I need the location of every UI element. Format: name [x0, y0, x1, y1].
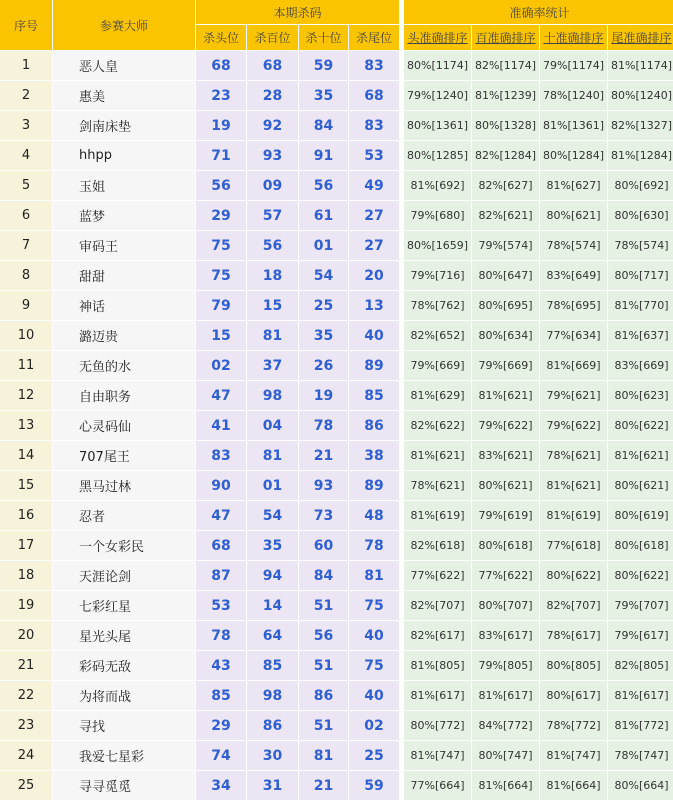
kill-tail-value: 89	[349, 471, 400, 501]
master-name: 七彩红星	[53, 591, 196, 621]
kill-tail-value: 20	[349, 261, 400, 291]
kill-tens-value: 21	[299, 441, 349, 471]
kill-hundreds-value: 86	[247, 711, 299, 741]
tail-accuracy-value: 80%[618]	[608, 531, 673, 561]
kill-tens-value: 78	[299, 411, 349, 441]
row-index: 25	[0, 771, 53, 801]
kill-tens-value: 61	[299, 201, 349, 231]
tens-accuracy-value: 80%[617]	[540, 681, 608, 711]
kill-head-value: 19	[196, 111, 247, 141]
tens-accuracy-value: 83%[649]	[540, 261, 608, 291]
hundreds-accuracy-value: 79%[622]	[472, 411, 540, 441]
kill-head-value: 83	[196, 441, 247, 471]
tail-accuracy-value: 81%[1284]	[608, 141, 673, 171]
kill-tail-value: 38	[349, 441, 400, 471]
header-kill-head: 杀头位	[196, 25, 247, 51]
tens-accuracy-value: 77%[618]	[540, 531, 608, 561]
tail-accuracy-value: 79%[617]	[608, 621, 673, 651]
tail-accuracy-value: 81%[772]	[608, 711, 673, 741]
head-accuracy-value: 80%[1659]	[404, 231, 472, 261]
head-accuracy-value: 82%[618]	[404, 531, 472, 561]
row-index: 11	[0, 351, 53, 381]
kill-tens-value: 86	[299, 681, 349, 711]
kill-hundreds-value: 81	[247, 441, 299, 471]
head-accuracy-value: 80%[1174]	[404, 51, 472, 81]
head-accuracy-value: 82%[617]	[404, 621, 472, 651]
kill-tail-value: 75	[349, 651, 400, 681]
head-accuracy-value: 81%[629]	[404, 381, 472, 411]
master-name: 黑马过林	[53, 471, 196, 501]
tens-accuracy-value: 80%[805]	[540, 651, 608, 681]
kill-hundreds-value: 37	[247, 351, 299, 381]
kill-head-value: 85	[196, 681, 247, 711]
kill-tens-value: 59	[299, 51, 349, 81]
hundreds-accuracy-value: 80%[695]	[472, 291, 540, 321]
master-name: 自由职务	[53, 381, 196, 411]
header-kill-tens: 杀十位	[299, 25, 349, 51]
hundreds-accuracy-value: 81%[664]	[472, 771, 540, 801]
kill-tens-value: 91	[299, 141, 349, 171]
master-name: 甜甜	[53, 261, 196, 291]
tens-accuracy-value: 81%[669]	[540, 351, 608, 381]
kill-tens-value: 84	[299, 561, 349, 591]
master-name: 蓝梦	[53, 201, 196, 231]
kill-tens-value: 51	[299, 651, 349, 681]
table-row	[0, 321, 673, 351]
table-row	[0, 351, 673, 381]
table-row	[0, 111, 673, 141]
kill-tail-value: 48	[349, 501, 400, 531]
kill-head-value: 75	[196, 231, 247, 261]
kill-hundreds-value: 09	[247, 171, 299, 201]
master-name: 星光头尾	[53, 621, 196, 651]
kill-tail-value: 59	[349, 771, 400, 801]
head-accuracy-value: 81%[805]	[404, 651, 472, 681]
kill-tens-value: 25	[299, 291, 349, 321]
kill-tens-value: 93	[299, 471, 349, 501]
tens-accuracy-value: 78%[695]	[540, 291, 608, 321]
head-accuracy-value: 79%[669]	[404, 351, 472, 381]
tail-accuracy-value: 81%[637]	[608, 321, 673, 351]
row-index: 5	[0, 171, 53, 201]
row-index: 20	[0, 621, 53, 651]
tail-accuracy-value: 80%[619]	[608, 501, 673, 531]
master-name: 审码王	[53, 231, 196, 261]
master-name: 我爱七星彩	[53, 741, 196, 771]
header-kill-tail: 杀尾位	[349, 25, 400, 51]
hundreds-accuracy-value: 80%[647]	[472, 261, 540, 291]
kill-tail-value: 02	[349, 711, 400, 741]
kill-head-value: 41	[196, 411, 247, 441]
tens-accuracy-value: 79%[622]	[540, 411, 608, 441]
hundreds-accuracy-value: 81%[621]	[472, 381, 540, 411]
head-accuracy-value: 78%[621]	[404, 471, 472, 501]
tens-accuracy-value: 77%[634]	[540, 321, 608, 351]
master-name: 恶人皇	[53, 51, 196, 81]
kill-tail-value: 40	[349, 621, 400, 651]
kill-head-value: 47	[196, 381, 247, 411]
tens-accuracy-value: 81%[747]	[540, 741, 608, 771]
kill-head-value: 53	[196, 591, 247, 621]
tail-accuracy-value: 80%[622]	[608, 561, 673, 591]
kill-head-value: 71	[196, 141, 247, 171]
kill-hundreds-value: 54	[247, 501, 299, 531]
tail-accuracy-value: 79%[707]	[608, 591, 673, 621]
hundreds-accuracy-value: 80%[1328]	[472, 111, 540, 141]
tail-accuracy-value: 83%[669]	[608, 351, 673, 381]
kill-tens-value: 60	[299, 531, 349, 561]
kill-head-value: 68	[196, 51, 247, 81]
head-accuracy-value: 79%[680]	[404, 201, 472, 231]
kill-tens-value: 56	[299, 171, 349, 201]
table-row	[0, 81, 673, 111]
kill-tail-value: 81	[349, 561, 400, 591]
kill-tail-value: 86	[349, 411, 400, 441]
tens-accuracy-value: 81%[619]	[540, 501, 608, 531]
kill-tens-value: 19	[299, 381, 349, 411]
head-accuracy-value: 78%[762]	[404, 291, 472, 321]
hundreds-accuracy-value: 79%[805]	[472, 651, 540, 681]
tail-accuracy-value: 78%[747]	[608, 741, 673, 771]
kill-head-value: 90	[196, 471, 247, 501]
table-row	[0, 531, 673, 561]
kill-head-value: 78	[196, 621, 247, 651]
kill-tail-value: 78	[349, 531, 400, 561]
sort-tail-accuracy-link[interactable]: 尾准确排序	[608, 25, 673, 51]
row-index: 4	[0, 141, 53, 171]
tens-accuracy-value: 81%[664]	[540, 771, 608, 801]
kill-hundreds-value: 98	[247, 681, 299, 711]
kill-head-value: 75	[196, 261, 247, 291]
master-name: 寻找	[53, 711, 196, 741]
tail-accuracy-value: 80%[664]	[608, 771, 673, 801]
row-index: 18	[0, 561, 53, 591]
hundreds-accuracy-value: 77%[622]	[472, 561, 540, 591]
master-name: 彩码无敌	[53, 651, 196, 681]
tens-accuracy-value: 80%[1284]	[540, 141, 608, 171]
kill-head-value: 47	[196, 501, 247, 531]
kill-tens-value: 26	[299, 351, 349, 381]
tens-accuracy-value: 79%[621]	[540, 381, 608, 411]
hundreds-accuracy-value: 79%[574]	[472, 231, 540, 261]
kill-head-value: 68	[196, 531, 247, 561]
master-name: 潞迈贵	[53, 321, 196, 351]
tens-accuracy-value: 81%[1361]	[540, 111, 608, 141]
kill-tens-value: 56	[299, 621, 349, 651]
row-index: 7	[0, 231, 53, 261]
kill-tail-value: 68	[349, 81, 400, 111]
table-row	[0, 741, 673, 771]
hundreds-accuracy-value: 79%[669]	[472, 351, 540, 381]
head-accuracy-value: 79%[716]	[404, 261, 472, 291]
kill-tail-value: 49	[349, 171, 400, 201]
kill-hundreds-value: 14	[247, 591, 299, 621]
sort-tens-accuracy-link[interactable]: 十准确排序	[540, 25, 608, 51]
hundreds-accuracy-value: 80%[634]	[472, 321, 540, 351]
hundreds-accuracy-value: 82%[1174]	[472, 51, 540, 81]
table-row	[0, 141, 673, 171]
row-index: 3	[0, 111, 53, 141]
kill-tens-value: 51	[299, 591, 349, 621]
kill-head-value: 02	[196, 351, 247, 381]
tail-accuracy-value: 80%[623]	[608, 381, 673, 411]
hundreds-accuracy-value: 81%[1239]	[472, 81, 540, 111]
master-name: 一个女彩民	[53, 531, 196, 561]
tail-accuracy-value: 81%[621]	[608, 441, 673, 471]
head-accuracy-value: 80%[1361]	[404, 111, 472, 141]
row-index: 8	[0, 261, 53, 291]
hundreds-accuracy-value: 80%[618]	[472, 531, 540, 561]
kill-tail-value: 27	[349, 231, 400, 261]
table-row	[0, 501, 673, 531]
kill-tail-value: 53	[349, 141, 400, 171]
master-name: 天涯论剑	[53, 561, 196, 591]
kill-hundreds-value: 57	[247, 201, 299, 231]
kill-tail-value: 85	[349, 381, 400, 411]
master-name: 707尾王	[53, 441, 196, 471]
hundreds-accuracy-value: 83%[621]	[472, 441, 540, 471]
table-row	[0, 411, 673, 441]
tail-accuracy-value: 81%[617]	[608, 681, 673, 711]
kill-tens-value: 51	[299, 711, 349, 741]
tens-accuracy-value: 78%[621]	[540, 441, 608, 471]
tens-accuracy-value: 79%[1174]	[540, 51, 608, 81]
master-name: 神话	[53, 291, 196, 321]
hundreds-accuracy-value: 82%[1284]	[472, 141, 540, 171]
head-accuracy-value: 81%[692]	[404, 171, 472, 201]
kill-tail-value: 27	[349, 201, 400, 231]
master-name: 剑南床垫	[53, 111, 196, 141]
hundreds-accuracy-value: 84%[772]	[472, 711, 540, 741]
row-index: 19	[0, 591, 53, 621]
head-accuracy-value: 81%[619]	[404, 501, 472, 531]
hundreds-accuracy-value: 80%[621]	[472, 471, 540, 501]
row-index: 17	[0, 531, 53, 561]
tail-accuracy-value: 80%[717]	[608, 261, 673, 291]
row-index: 2	[0, 81, 53, 111]
row-index: 12	[0, 381, 53, 411]
header-index: 序号	[0, 0, 53, 51]
hundreds-accuracy-value: 82%[621]	[472, 201, 540, 231]
kill-tens-value: 01	[299, 231, 349, 261]
header-master: 参赛大师	[53, 0, 196, 51]
table-row	[0, 621, 673, 651]
table-row	[0, 561, 673, 591]
tens-accuracy-value: 78%[772]	[540, 711, 608, 741]
tens-accuracy-value: 78%[574]	[540, 231, 608, 261]
tens-accuracy-value: 78%[1240]	[540, 81, 608, 111]
tail-accuracy-value: 81%[1174]	[608, 51, 673, 81]
kill-hundreds-value: 94	[247, 561, 299, 591]
kill-tail-value: 13	[349, 291, 400, 321]
table-row	[0, 291, 673, 321]
row-index: 15	[0, 471, 53, 501]
row-index: 10	[0, 321, 53, 351]
kill-hundreds-value: 85	[247, 651, 299, 681]
kill-tail-value: 25	[349, 741, 400, 771]
table-row	[0, 651, 673, 681]
kill-hundreds-value: 35	[247, 531, 299, 561]
kill-tens-value: 84	[299, 111, 349, 141]
tens-accuracy-value: 81%[627]	[540, 171, 608, 201]
row-index: 23	[0, 711, 53, 741]
master-name: 惠美	[53, 81, 196, 111]
master-name: 玉姐	[53, 171, 196, 201]
table-row	[0, 471, 673, 501]
tail-accuracy-value: 82%[1327]	[608, 111, 673, 141]
kill-head-value: 56	[196, 171, 247, 201]
kill-hundreds-value: 15	[247, 291, 299, 321]
hundreds-accuracy-value: 79%[619]	[472, 501, 540, 531]
kill-head-value: 79	[196, 291, 247, 321]
kill-hundreds-value: 92	[247, 111, 299, 141]
table-row	[0, 591, 673, 621]
hundreds-accuracy-value: 80%[707]	[472, 591, 540, 621]
head-accuracy-value: 80%[1285]	[404, 141, 472, 171]
tens-accuracy-value: 80%[621]	[540, 201, 608, 231]
tail-accuracy-value: 81%[770]	[608, 291, 673, 321]
kill-hundreds-value: 28	[247, 81, 299, 111]
head-accuracy-value: 81%[621]	[404, 441, 472, 471]
kill-tens-value: 81	[299, 741, 349, 771]
row-index: 6	[0, 201, 53, 231]
master-name: 心灵码仙	[53, 411, 196, 441]
kill-hundreds-value: 68	[247, 51, 299, 81]
row-index: 22	[0, 681, 53, 711]
kill-head-value: 43	[196, 651, 247, 681]
table-row	[0, 261, 673, 291]
kill-hundreds-value: 98	[247, 381, 299, 411]
tens-accuracy-value: 81%[621]	[540, 471, 608, 501]
table-row	[0, 381, 673, 411]
table-body	[0, 51, 673, 801]
hundreds-accuracy-value: 83%[617]	[472, 621, 540, 651]
table-row	[0, 681, 673, 711]
row-index: 21	[0, 651, 53, 681]
kill-tens-value: 35	[299, 81, 349, 111]
kill-head-value: 29	[196, 201, 247, 231]
hundreds-accuracy-value: 81%[617]	[472, 681, 540, 711]
tail-accuracy-value: 82%[805]	[608, 651, 673, 681]
kill-hundreds-value: 64	[247, 621, 299, 651]
kill-hundreds-value: 93	[247, 141, 299, 171]
head-accuracy-value: 80%[772]	[404, 711, 472, 741]
header-kill-group: 本期杀码	[196, 0, 400, 25]
sort-hundreds-accuracy-link[interactable]: 百准确排序	[472, 25, 540, 51]
head-accuracy-value: 77%[664]	[404, 771, 472, 801]
row-index: 14	[0, 441, 53, 471]
table-row	[0, 51, 673, 81]
kill-tail-value: 83	[349, 111, 400, 141]
head-accuracy-value: 81%[617]	[404, 681, 472, 711]
kill-head-value: 34	[196, 771, 247, 801]
kill-tail-value: 75	[349, 591, 400, 621]
kill-hundreds-value: 31	[247, 771, 299, 801]
table-row	[0, 231, 673, 261]
tens-accuracy-value: 78%[617]	[540, 621, 608, 651]
table-row	[0, 441, 673, 471]
kill-hundreds-value: 01	[247, 471, 299, 501]
row-index: 1	[0, 51, 53, 81]
kill-hundreds-value: 56	[247, 231, 299, 261]
kill-hundreds-value: 81	[247, 321, 299, 351]
head-accuracy-value: 79%[1240]	[404, 81, 472, 111]
tens-accuracy-value: 80%[622]	[540, 561, 608, 591]
table-row	[0, 171, 673, 201]
head-accuracy-value: 82%[707]	[404, 591, 472, 621]
tens-accuracy-value: 82%[707]	[540, 591, 608, 621]
row-index: 9	[0, 291, 53, 321]
master-name: 寻寻觅觅	[53, 771, 196, 801]
kill-head-value: 74	[196, 741, 247, 771]
kill-head-value: 29	[196, 711, 247, 741]
tail-accuracy-value: 78%[574]	[608, 231, 673, 261]
kill-tens-value: 21	[299, 771, 349, 801]
master-name: hhpp	[53, 141, 196, 171]
head-accuracy-value: 81%[747]	[404, 741, 472, 771]
tail-accuracy-value: 80%[621]	[608, 471, 673, 501]
hundreds-accuracy-value: 82%[627]	[472, 171, 540, 201]
master-name: 无鱼的水	[53, 351, 196, 381]
kill-tail-value: 40	[349, 681, 400, 711]
table-row	[0, 711, 673, 741]
row-index: 16	[0, 501, 53, 531]
kill-tail-value: 40	[349, 321, 400, 351]
tail-accuracy-value: 80%[692]	[608, 171, 673, 201]
tail-accuracy-value: 80%[630]	[608, 201, 673, 231]
kill-hundreds-value: 18	[247, 261, 299, 291]
master-name: 忍者	[53, 501, 196, 531]
table-row	[0, 201, 673, 231]
row-index: 13	[0, 411, 53, 441]
head-accuracy-value: 82%[652]	[404, 321, 472, 351]
kill-tail-value: 89	[349, 351, 400, 381]
kill-head-value: 15	[196, 321, 247, 351]
kill-tens-value: 54	[299, 261, 349, 291]
kill-tens-value: 73	[299, 501, 349, 531]
header-kill-hundreds: 杀百位	[247, 25, 299, 51]
row-index: 24	[0, 741, 53, 771]
head-accuracy-value: 82%[622]	[404, 411, 472, 441]
kill-hundreds-value: 30	[247, 741, 299, 771]
kill-head-value: 87	[196, 561, 247, 591]
sort-head-accuracy-link[interactable]: 头准确排序	[404, 25, 472, 51]
header-accuracy-group: 准确率统计	[404, 0, 673, 25]
kill-tail-value: 83	[349, 51, 400, 81]
tail-accuracy-value: 80%[1240]	[608, 81, 673, 111]
kill-hundreds-value: 04	[247, 411, 299, 441]
head-accuracy-value: 77%[622]	[404, 561, 472, 591]
kill-tens-value: 35	[299, 321, 349, 351]
table-row	[0, 771, 673, 801]
master-name: 为将而战	[53, 681, 196, 711]
kill-head-value: 23	[196, 81, 247, 111]
tail-accuracy-value: 80%[622]	[608, 411, 673, 441]
hundreds-accuracy-value: 80%[747]	[472, 741, 540, 771]
